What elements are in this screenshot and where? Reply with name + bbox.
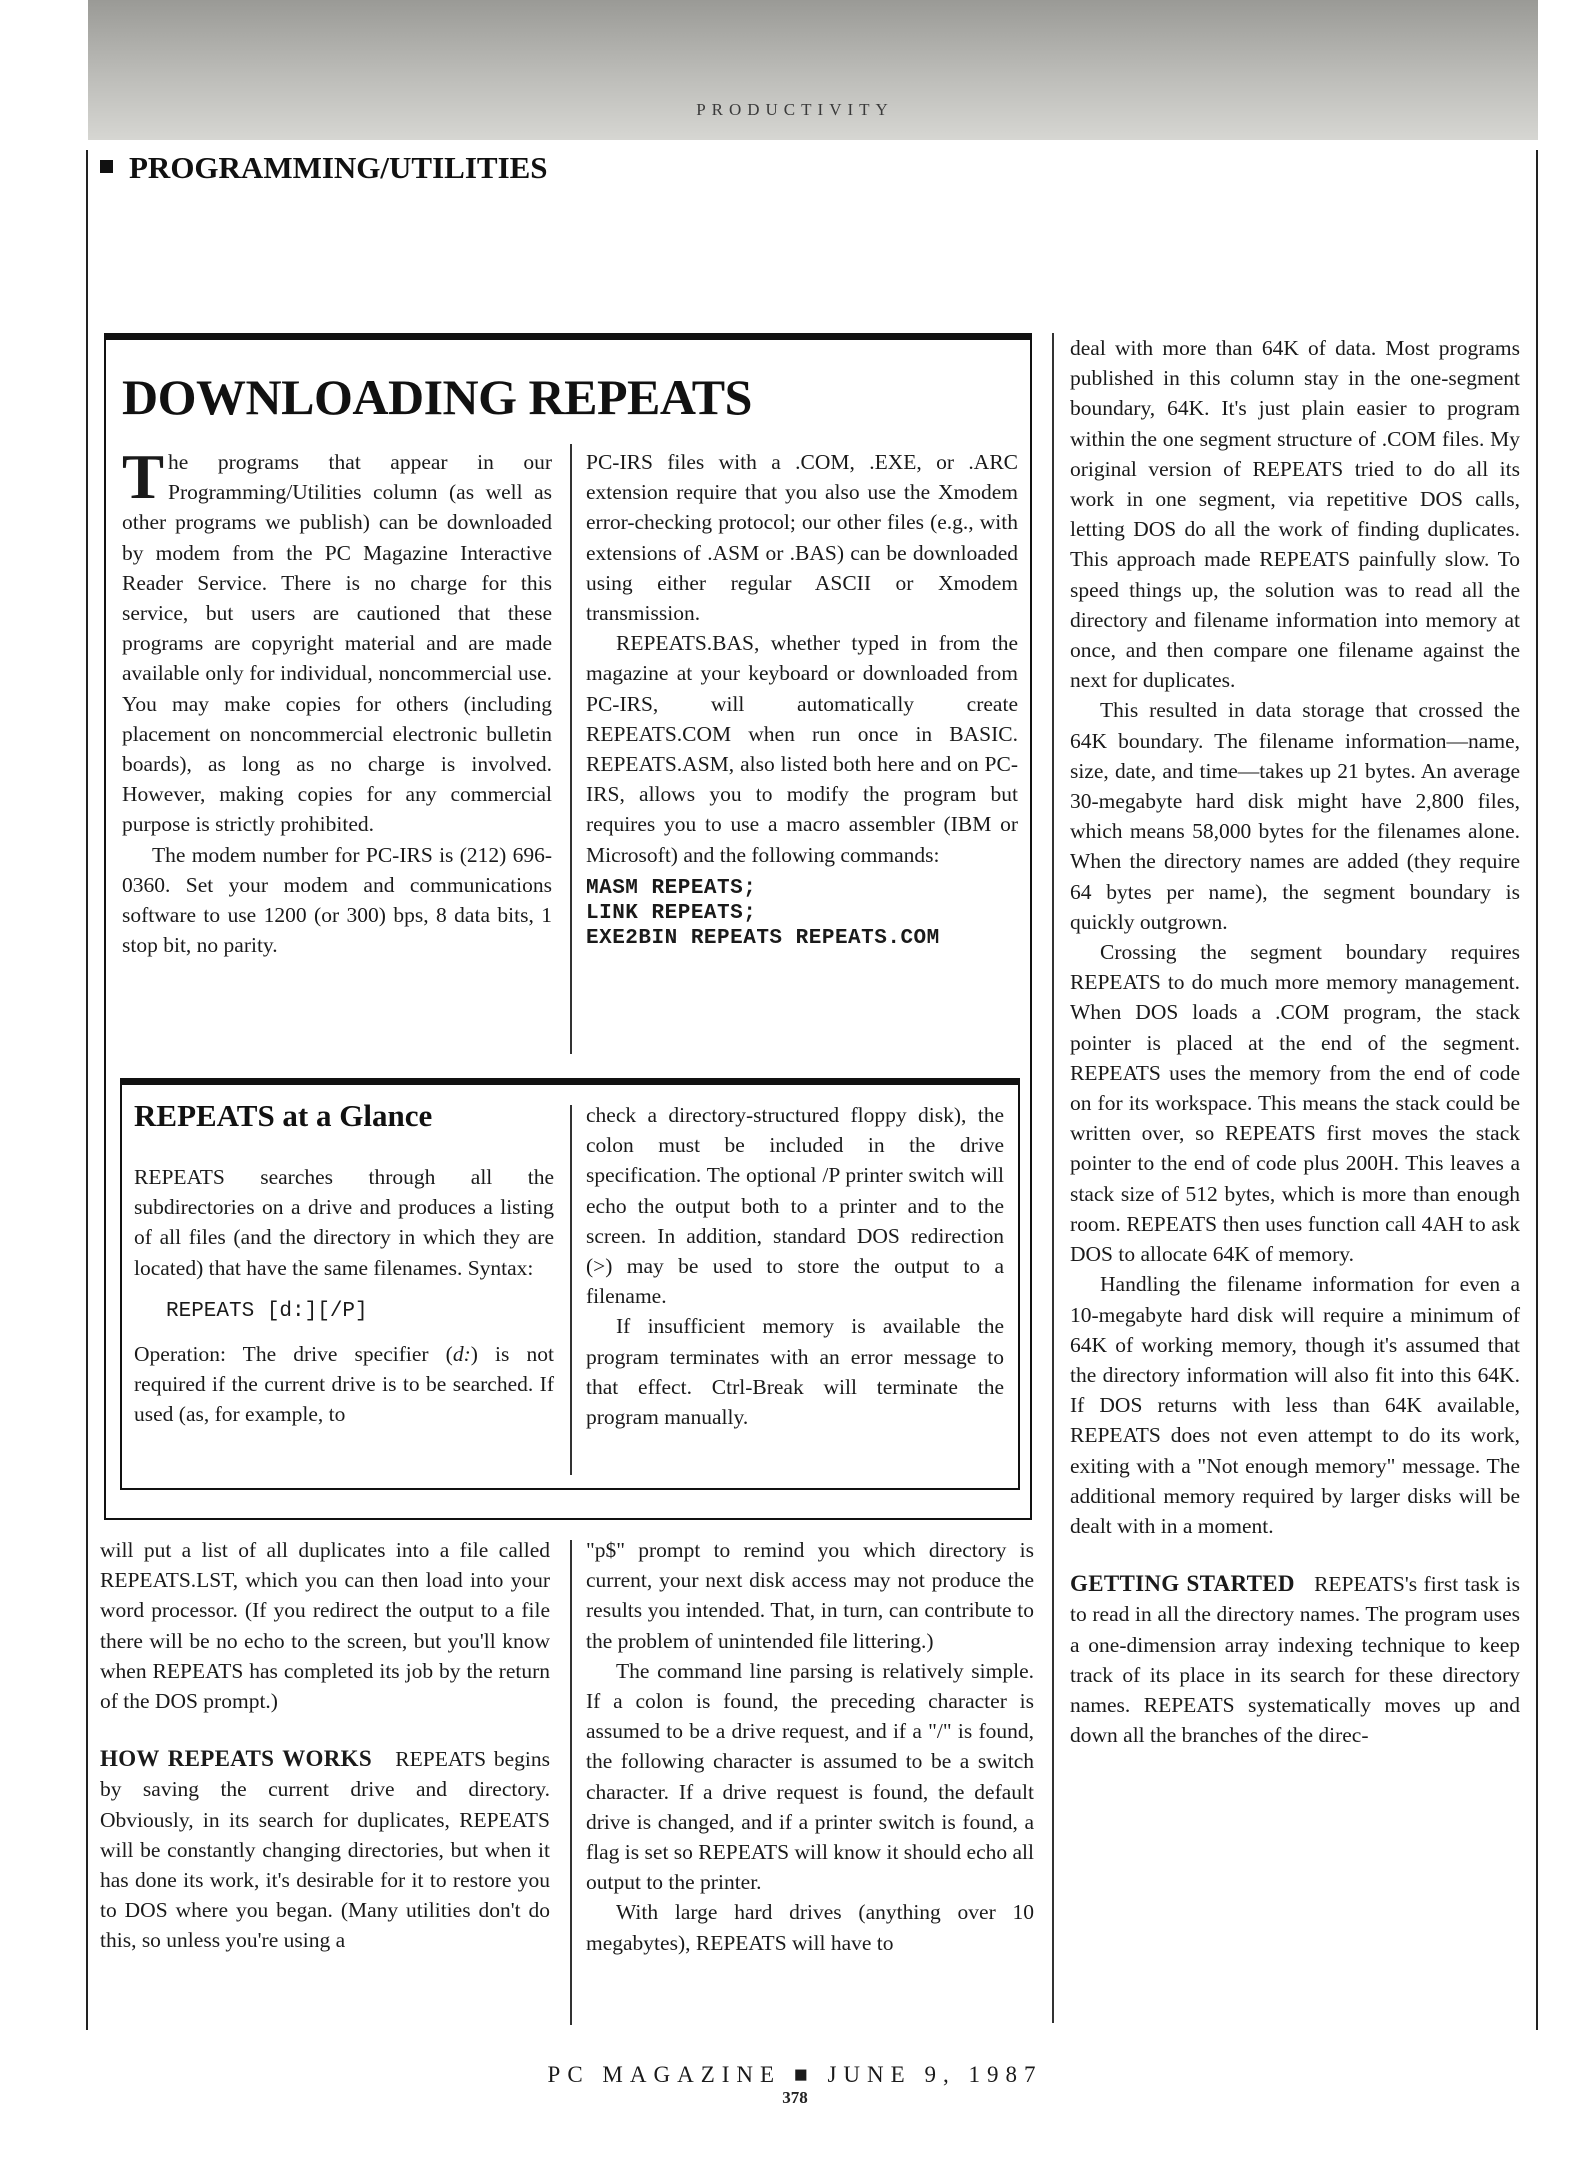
sidebar-paragraph: The programs that appear in our Programming/Utilities column (as well as other programs we publish) can be downloaded by modem from the PC Magazine Interactive Reader Service. There is no charge for this service, but users are cautioned that these programs are copyright material and are made available only for individual, noncommercial use. You may make copies for others (including placement on noncommercial electronic bulletin boards), as long as no charge is involved. However, making copies for any commercial purpose is strictly prohibited. [122, 442, 552, 837]
glance-paragraph: REPEATS searches through all the subdirectories on a drive and produces a listing of all files (and the directory in which they are located) that have the same filenames. Syntax: [134, 1165, 554, 1280]
article-paragraph: GETTING STARTED REPEATS's first task is to read in all the directory names. The program uses a one-dimension array indexing technique to keep track of its place in its search for these directory names. REPEATS systematically moves up and down all the branches of the direc- [1070, 1571, 1520, 1748]
subhead: HOW REPEATS WORKS [100, 1746, 372, 1772]
category-label: PROGRAMMING/UTILITIES [129, 150, 548, 185]
article-paragraph: Handling the filename information for even a 10-megabyte hard disk will require a minimum of 64K of working memory, though it's assumed that the directory information will also fit into this 64K. If DOS returns with less than 64K available, REPEATS does not even attempt to do its work, exiting with a "Not enough memory" message. The additional memory required by larger disks will be dealt with in a moment. [1070, 1272, 1520, 1538]
article-column-3 [1070, 333, 1520, 1750]
left-margin-rule [86, 150, 88, 2030]
article-paragraph: deal with more than 64K of data. Most programs published in this column stay in the one-segment boundary, 64K. It's just plain easier to program within the one segment structure of .COM files. My original version of REPEATS tried to do all its work in one segment, via repetitive DOS calls, letting DOS do all the work of finding duplicates. This approach made REPEATS painfully slow. To speed things up, the solution was to read all the directory and filename information into memory at once, and then compare one filename against the next for duplicates. [1070, 336, 1520, 693]
glance-column-2 [586, 1100, 1004, 1432]
page-footer: PC MAGAZINE ■ JUNE 9, 1987 [547, 2062, 1043, 2087]
sidebar-paragraph: REPEATS.BAS, whether typed in from the magazine at your keyboard or downloaded from PC-IRS, will automatically create REPEATS.COM when run once in BASIC. REPEATS.ASM, also listed both here and on PC-IRS, allows you to modify the program but requires you to use a macro assembler (IBM or Microsoft) and the following commands: [586, 631, 1018, 867]
sidebar-column-1 [122, 442, 552, 960]
glance-paragraph: If insufficient memory is available the program terminates with an error message to that effect. Ctrl-Break will terminate the program manually. [586, 1314, 1004, 1430]
glance-paragraph: check a directory-structured floppy disk), the colon must be included in the drive specification. The optional /P printer switch will echo the output both to a printer and to the screen. In addition, standard DOS redirection (>) may be used to store the output to a filename. [586, 1103, 1004, 1309]
drop-cap: T [122, 442, 165, 512]
sidebar-paragraph: PC-IRS files with a .COM, .EXE, or .ARC extension require that you also use the Xmodem error-checking protocol; our other files (e.g., with extensions of .ASM or .BAS) can be downloaded using either regular ASCII or Xmodem transmission. [586, 450, 1018, 626]
article-paragraph: This resulted in data storage that crossed the 64K boundary. The filename information—name, size, date, and time—takes up 21 bytes. An average 30-megabyte hard disk might have 2,800 files, which means 58,000 bytes for the filenames alone. When the directory names are added (they require 64 bytes per name), the segment boundary is quickly outgrown. [1070, 698, 1520, 934]
column-divider [570, 1105, 572, 1475]
right-margin-rule [1536, 150, 1538, 2030]
page-number: 378 [782, 2088, 808, 2107]
article-paragraph: Crossing the segment boundary requires REPEATS to do much more memory management. When DOS loads a .COM program, the stack pointer is placed at the end of the segment. REPEATS uses the memory from the end of code on for its workspace. This means the stack could be written over, so REPEATS first moves the stack pointer to the end of code plus 200H. This leaves a stack size of 512 bytes, which is more than enough room. REPEATS then uses function call 4AH to ask DOS to allocate 64K of memory. [1070, 940, 1520, 1267]
section-label: PRODUCTIVITY [696, 100, 894, 119]
article-paragraph: The command line parsing is relatively simple. If a colon is found, the preceding character is assumed to be a drive request, and if a "/" is found, the following character is assumed to be a switch character. If a drive request is found, the default drive is changed, and if a printer switch is found, a flag is set so REPEATS will know it should echo all output to the printer. [586, 1658, 1034, 1895]
column-divider [570, 1540, 572, 2025]
glance-title: REPEATS at a Glance [134, 1098, 433, 1133]
square-bullet-icon [100, 160, 113, 173]
syntax-line: REPEATS [d:][/P] [166, 1299, 368, 1323]
article-paragraph: will put a list of all duplicates into a file called REPEATS.LST, which you can then load into your word processor. (If you redirect the output to a file there will be no echo to the screen, but you'll know when REPEATS has completed its job by the return of the DOS prompt.) [100, 1538, 550, 1714]
article-column-1 [100, 1535, 550, 1956]
subhead: GETTING STARTED [1070, 1571, 1295, 1597]
command-line: EXE2BIN REPEATS REPEATS.COM [586, 926, 940, 950]
command-line: MASM REPEATS; [586, 876, 757, 900]
column-divider [1052, 333, 1054, 2023]
article-column-2 [586, 1535, 1034, 1958]
glance-paragraph: Operation: The drive specifier (d:) is not required if the current drive is to be searched. If used (as, for example, to [134, 1342, 554, 1427]
article-paragraph: "p$" prompt to remind you which directory is current, your next disk access may not produce the results you intended. That, in turn, can contribute to the problem of unintended file littering.) [586, 1538, 1034, 1653]
category-heading [100, 150, 548, 186]
sidebar-title: DOWNLOADING REPEATS [122, 369, 752, 425]
glance-column-1 [134, 1162, 554, 1430]
article-paragraph: With large hard drives (anything over 10 megabytes), REPEATS will have to [586, 1900, 1034, 1955]
article-paragraph: HOW REPEATS WORKS REPEATS begins by saving the current drive and directory. Obviously, in its search for duplicates, REPEATS will be constantly changing directories, but when it has done its work, it's desirable for it to restore you to DOS where you began. (Many utilities don't do this, so unless you're using a [100, 1746, 551, 1953]
sidebar-column-2 [586, 447, 1018, 951]
sidebar-paragraph: The modem number for PC-IRS is (212) 696-0360. Set your modem and communications software to use 1200 (or 300) bps, 8 data bits, 1 stop bit, no parity. [122, 842, 552, 958]
column-divider [570, 444, 572, 1054]
command-listing [586, 876, 1018, 951]
command-line: LINK REPEATS; [586, 901, 757, 925]
